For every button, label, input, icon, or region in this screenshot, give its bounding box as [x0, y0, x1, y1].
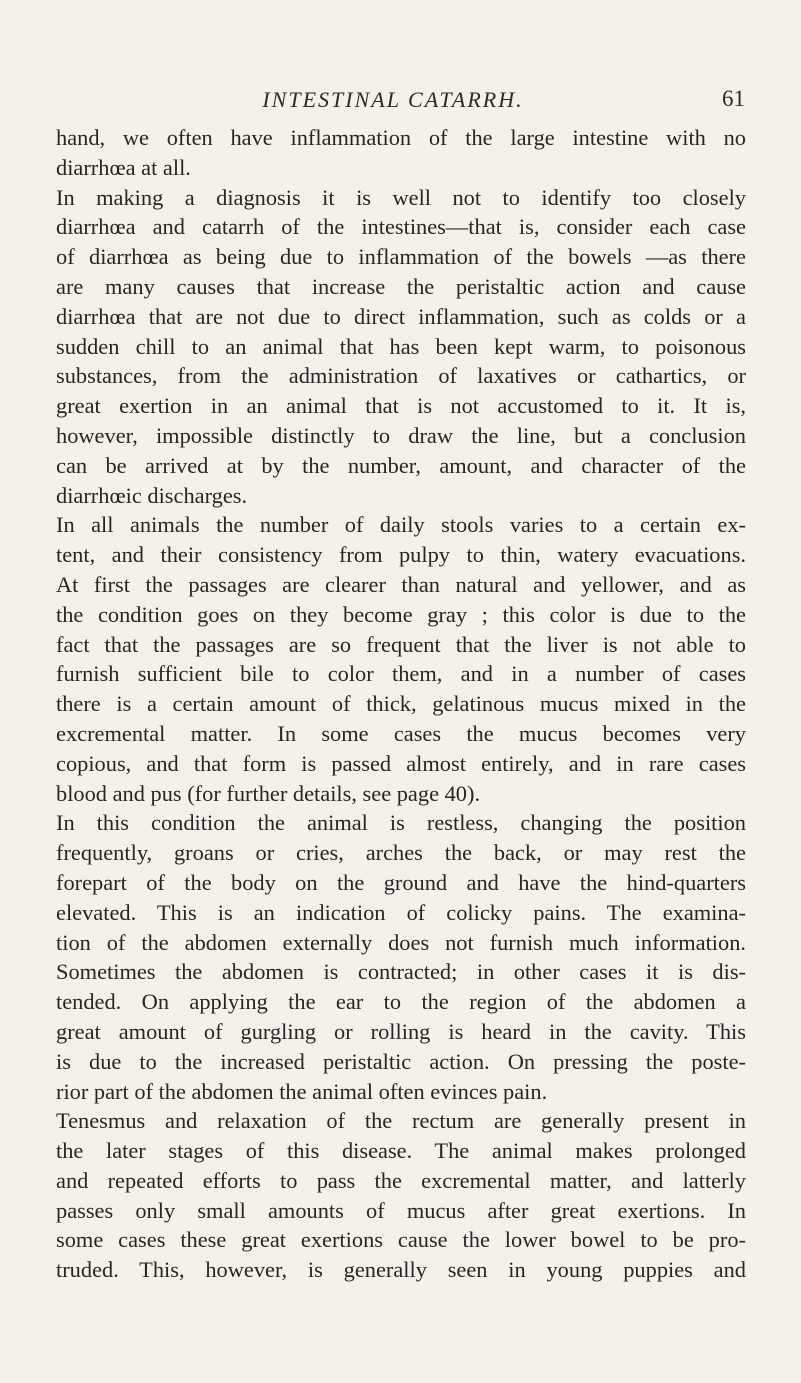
text-line: are many causes that increase the peristaltic action and cause [56, 273, 746, 299]
text-line: At first the passages are clearer than natural and yellower, and as [56, 571, 746, 597]
text-line: diarrhœa that are not due to direct inflammation, such as colds or a [56, 303, 746, 329]
text-line: tended. On applying the ear to the region of the abdomen a [56, 989, 746, 1015]
text-line: of diarrhœa as being due to inflammation of the bowels —as there [56, 244, 746, 270]
text-line: there is a certain amount of thick, gelatinous mucus mixed in the [56, 691, 746, 717]
text-line: In all animals the number of daily stools varies to a certain ex- [56, 512, 746, 538]
text-line: diarrhœa at all. [56, 154, 191, 180]
text-line: hand, we often have inflammation of the large intestine with no [56, 125, 746, 150]
running-head: INTESTINAL CATARRH. [262, 87, 524, 112]
text-line: sudden chill to an animal that has been kept warm, to poisonous [56, 333, 746, 359]
text-line: great amount of gurgling or rolling is heard in the cavity. This [56, 1018, 746, 1044]
text-line: substances, from the administration of laxatives or cathartics, or [56, 363, 746, 389]
text-line: Sometimes the abdomen is contracted; in other cases it is dis- [56, 959, 746, 985]
text-line: diarrhœic discharges. [56, 482, 248, 508]
text-line: copious, and that form is passed almost entirely, and in rare cases [56, 750, 746, 776]
text-line: the later stages of this disease. The animal makes prolonged [56, 1138, 746, 1164]
text-line: truded. This, however, is generally seen in young puppies and [56, 1257, 746, 1283]
text-line: rior part of the abdomen the animal often evinces pain. [56, 1078, 548, 1104]
text-line: fact that the passages are so frequent that the liver is not able to [56, 631, 746, 657]
text-line: tion of the abdomen externally does not furnish much information. [56, 929, 746, 955]
text-line: Tenesmus and relaxation of the rectum are generally present in [56, 1108, 746, 1134]
text-line: tent, and their consistency from pulpy to thin, watery evacuations. [56, 542, 746, 568]
text-line: and repeated efforts to pass the excremental matter, and latterly [56, 1167, 746, 1193]
page-number: 61 [722, 86, 745, 111]
text-line: diarrhœa and catarrh of the intestines—that is, consider each case [56, 214, 746, 240]
text-line: In making a diagnosis it is well not to identify too closely [56, 184, 746, 210]
text-line: some cases these great exertions cause the lower bowel to be pro- [56, 1227, 746, 1253]
text-line: furnish sufficient bile to color them, and in a number of cases [56, 661, 746, 687]
text-line: excremental matter. In some cases the mucus becomes very [56, 720, 746, 746]
text-line: the condition goes on they become gray ; this color is due to the [56, 601, 746, 627]
text-line: forepart of the body on the ground and have the hind-quarters [56, 869, 746, 895]
text-line: elevated. This is an indication of colicky pains. The examina- [56, 899, 746, 925]
body-text [56, 123, 746, 1285]
text-line: blood and pus (for further details, see page 40). [56, 780, 481, 806]
text-line: frequently, groans or cries, arches the back, or may rest the [56, 840, 746, 866]
text-line: however, impossible distinctly to draw the line, but a conclusion [56, 422, 746, 448]
text-line: great exertion in an animal that is not accustomed to it. It is, [56, 393, 746, 419]
text-line: passes only small amounts of mucus after great exertions. In [56, 1197, 746, 1223]
text-line: can be arrived at by the number, amount, and character of the [56, 452, 746, 478]
text-line: is due to the increased peristaltic action. On pressing the poste- [56, 1048, 746, 1074]
text-line: In this condition the animal is restless, changing the position [56, 810, 746, 836]
